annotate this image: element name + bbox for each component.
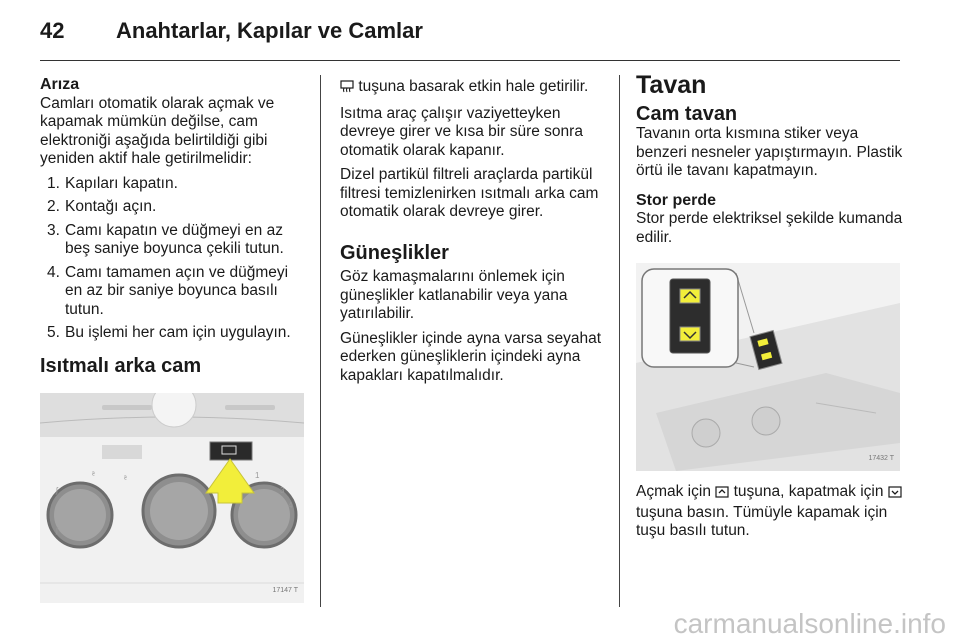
glass-roof-heading: Cam tavan (636, 102, 738, 125)
roof-blind-switch-illustration (636, 263, 900, 471)
climate-panel-illustration (40, 393, 304, 603)
fault-steps (40, 175, 308, 343)
header-rule (40, 60, 900, 61)
step-number: 3. (47, 221, 60, 239)
roof-heading: Tavan (636, 71, 707, 99)
step-number: 1. (47, 174, 60, 192)
column-right (636, 71, 904, 541)
step-text: Bu işlemi her cam için uygulayın. (65, 324, 291, 341)
watermark: carmanualsonline.info (673, 608, 946, 639)
blind-open-icon (715, 485, 729, 504)
step-number: 2. (47, 198, 60, 215)
step-number: 5. (47, 324, 60, 341)
blind-heading: Stor perde (636, 191, 717, 209)
step-number: 4. (47, 263, 60, 281)
list-item (40, 324, 308, 343)
svg-text:1: 1 (255, 471, 260, 480)
chapter-title: Anahtarlar, Kapılar ve Camlar (116, 18, 423, 43)
sunvisors-heading: Güneşlikler (340, 241, 449, 264)
list-item (40, 198, 308, 217)
svg-text:ⳉ: ⳉ (92, 468, 96, 477)
climate-panel-figure (40, 393, 304, 603)
heating-operation-text: Isıtma araç çalışır vaziyetteyken devreye girer ve kısa bir süre sonra otomatik olarak kapanır. (340, 104, 583, 159)
list-item (40, 222, 308, 259)
page-number: 42 (40, 18, 65, 43)
close-instruction: tuşuna basın. Tümüyle kapamak için tuşu basılı tutun. (636, 503, 888, 539)
blind-close-icon (888, 485, 902, 504)
activation-text: tuşuna basarak etkin hale getirilir. (358, 78, 589, 95)
roof-blind-switch-figure (636, 263, 900, 471)
svg-text:ⳉ: ⳉ (124, 472, 128, 481)
fault-intro: Camları otomatik olarak açmak ve kapamak mümkün değilse, cam elektroniği aşağıda belirtildiği gibi yeniden aktif hale getirilmelidir: (40, 94, 275, 167)
list-item (40, 264, 308, 320)
heated-rear-window-heading: Isıtmalı arka cam (40, 354, 202, 377)
step-text: Kapıları kapatın. (65, 174, 178, 192)
figure-number: 17147 T (272, 586, 298, 594)
column-middle (340, 76, 608, 385)
column-divider-right (619, 75, 620, 607)
sunvisors-text: Göz kamaşmalarını önlemek için güneşlikler katlanabilir veya yana yatırılabilir. (340, 268, 568, 322)
open-instruction-b: tuşuna, kapatmak için (733, 483, 884, 500)
open-instruction-a: Açmak için (636, 483, 711, 500)
column-divider-left (320, 75, 321, 607)
rear-window-heater-icon (340, 80, 354, 99)
blind-text: Stor perde elektriksel şekilde kumanda edilir. (636, 210, 903, 246)
column-left (40, 76, 308, 603)
mirror-covers-text: Güneşlikler içinde ayna varsa seyahat ederken güneşliklerin içindeki ayna kapakları kapatılmalıdır. (340, 329, 602, 384)
step-text: Camı tamamen açın ve düğmeyi en az bir saniye boyunca basılı tutun. (65, 263, 289, 318)
svg-text:ʃ: ʃ (56, 526, 58, 535)
glass-roof-text: Tavanın orta kısmına stiker veya benzeri nesneler yapıştırmayın. Plastik örtü ile tavanı kapatmayın. (636, 125, 903, 179)
diesel-filter-text: Dizel partikül filtreli araçlarda partikül filtresi temizlenirken ısıtmalı arka cam otomatik olarak devreye girer. (340, 166, 599, 220)
step-text: Camı kapatın ve düğmeyi en az beş saniye boyunca çekili tutun. (65, 221, 284, 257)
fault-heading: Arıza (40, 76, 80, 93)
step-text: Kontağı açın. (65, 198, 157, 215)
list-item (40, 175, 308, 194)
figure-number: 17432 T (868, 454, 894, 462)
svg-text:3: 3 (280, 486, 285, 495)
svg-text:4: 4 (288, 501, 293, 510)
svg-text:ʃ: ʃ (56, 486, 58, 495)
